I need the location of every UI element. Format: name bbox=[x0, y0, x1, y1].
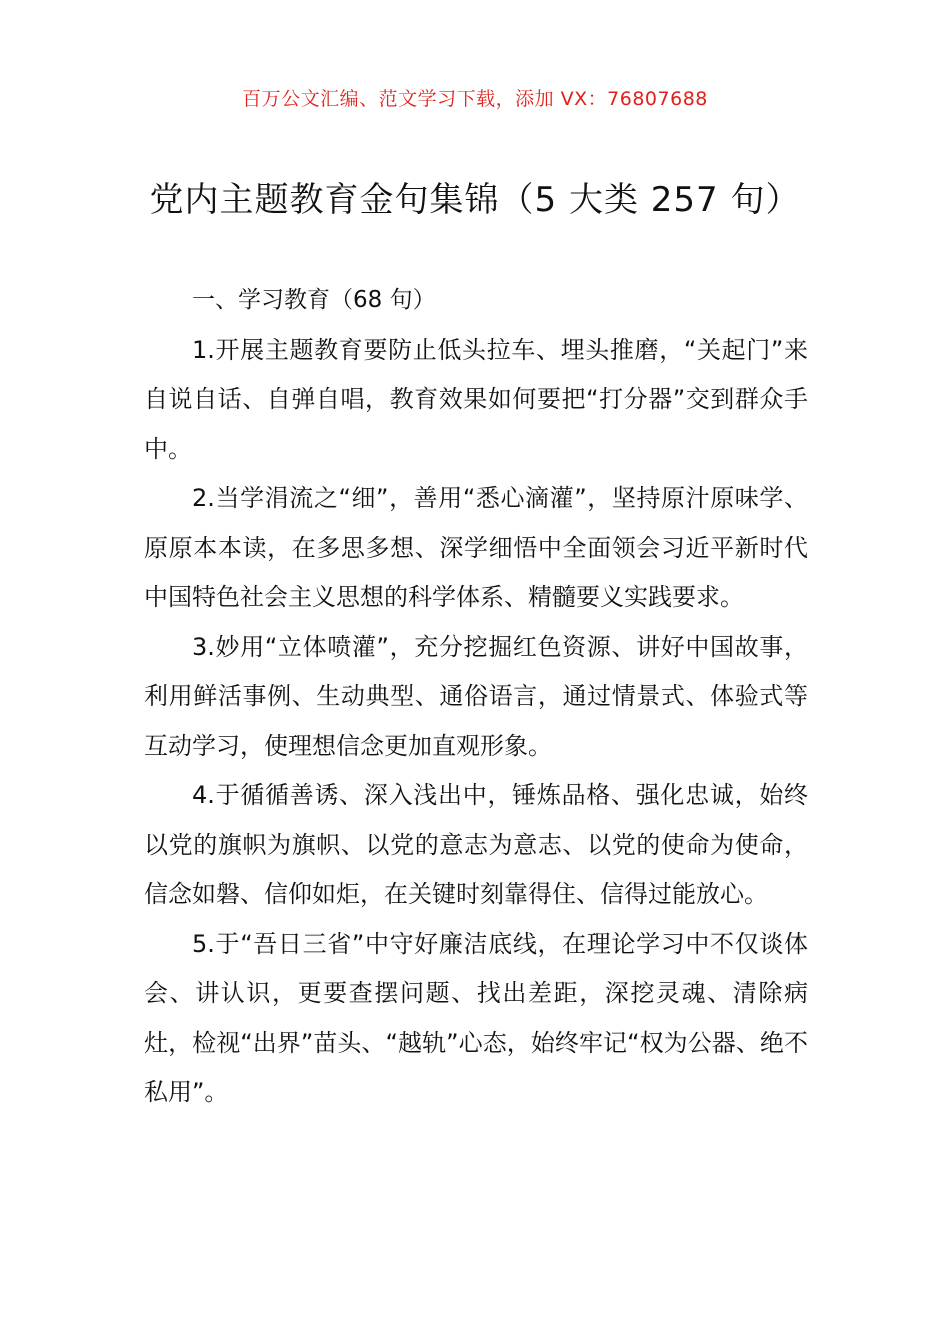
header-banner: 百万公文汇编、范文学习下载，添加 VX：76807688 bbox=[242, 88, 708, 110]
paragraph-3: 3.妙用“立体喷灌”，充分挖掘红色资源、讲好中国故事，利用鲜活事例、生动典型、通俗语言，通过情景式、体验式等互动学习，使理想信念更加直观形象。 bbox=[144, 632, 808, 760]
paragraph-4: 4.于循循善诱、深入浅出中，锤炼品格、强化忠诚，始终以党的旗帜为旗帜、以党的意志为意志、以党的使命为使命，信念如磐、信仰如炬，在关键时刻靠得住、信得过能放心。 bbox=[144, 781, 808, 908]
paragraph-2: 2.当学涓流之“细”，善用“悉心滴灌”，坚持原汁原味学、原原本本读，在多思多想、深学细悟中全面领会习近平新时代中国特色社会主义思想的科学体系、精髓要义实践要求。 bbox=[144, 484, 808, 611]
section-heading: 一、学习教育（68 句） bbox=[192, 287, 436, 313]
page-title: 党内主题教育金句集锦（5 大类 257 句） bbox=[149, 180, 801, 220]
document-body bbox=[144, 276, 808, 1118]
paragraph-1: 1.开展主题教育要防止低头拉车、埋头推磨，“关起门”来自说自话、自弹自唱，教育效果如何要把“打分器”交到群众手中。 bbox=[144, 335, 808, 463]
paragraph-5: 5.于“吾日三省”中守好廉洁底线，在理论学习中不仅谈体会、讲认识，更要查摆问题、找出差距，深挖灵魂、清除病灶，检视“出界”苗头、“越轨”心态，始终牢记“权为公器、绝不私用”。 bbox=[144, 929, 808, 1106]
